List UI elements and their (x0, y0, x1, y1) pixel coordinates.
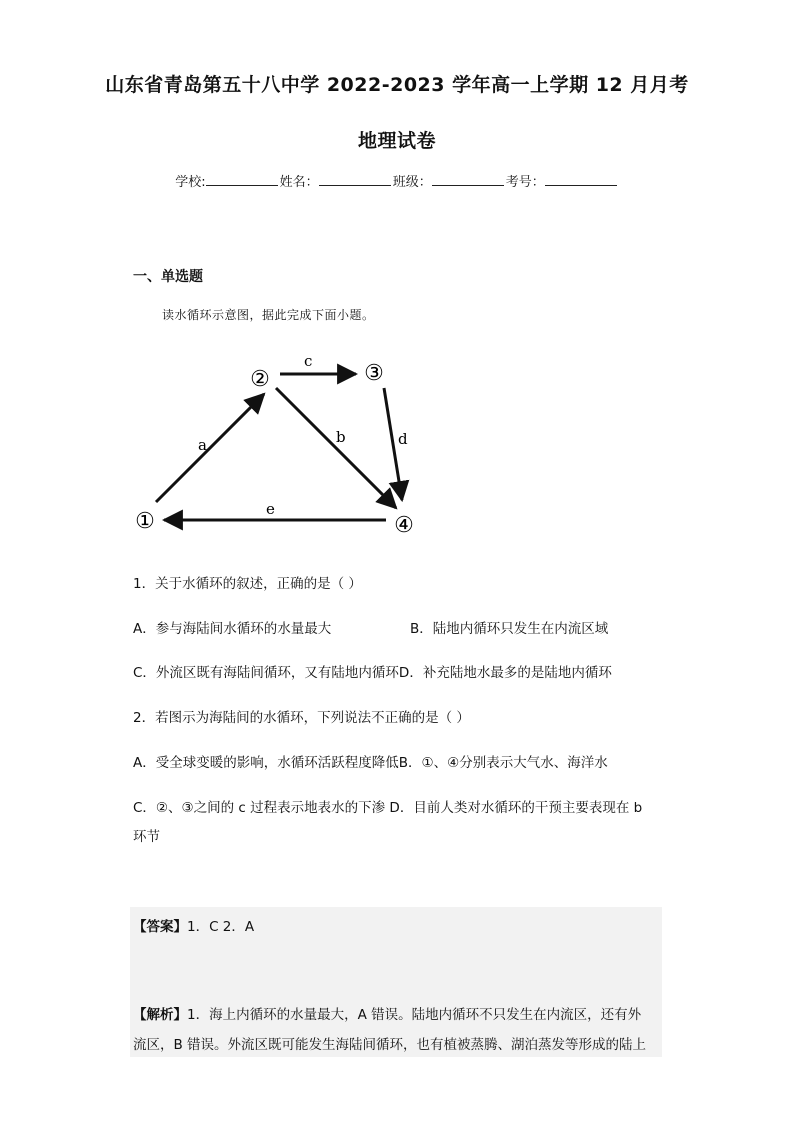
id-field[interactable] (545, 173, 617, 186)
question-intro: 读水循环示意图，据此完成下面小题。 (162, 308, 375, 322)
name-field[interactable] (319, 173, 391, 186)
answer-row (133, 915, 254, 935)
id-label: 考号： (505, 175, 545, 190)
section-title: 一、单选题 (133, 269, 203, 285)
answer-text: 1．C 2．A (187, 919, 255, 935)
name-label: 姓名： (279, 175, 319, 190)
question-2-options-c-d[interactable]: C．②、③之间的 c 过程表示地表水的下渗 D．目前人类对水循环的干预主要表现在 b (133, 800, 643, 816)
arrow-a (156, 394, 264, 502)
analysis-label: 【解析】 (133, 1007, 187, 1023)
class-label: 班级： (392, 175, 432, 190)
water-cycle-diagram (128, 350, 428, 540)
arrow-b (276, 388, 396, 508)
question-2-stem: 2．若图示为海陆间的水循环，下列说法不正确的是（ ） (133, 710, 470, 726)
label-d: d (398, 430, 408, 448)
node-2: ② (250, 367, 270, 392)
label-b: b (336, 428, 346, 446)
answer-label: 【答案】 (133, 919, 187, 935)
analysis-line-1: 1．海上内循环的水量最大，A 错误。陆地内循环不只发生在内流区，还有外 (187, 1007, 642, 1023)
school-label: 学校: (175, 175, 206, 190)
node-1: ① (135, 509, 155, 534)
student-info-row (0, 171, 794, 190)
question-1-option-a[interactable]: A．参与海陆间水循环的水量最大 (133, 621, 332, 637)
question-2-options-a-b[interactable]: A．受全球变暖的影响，水循环活跃程度降低B．①、④分别表示大气水、海洋水 (133, 755, 608, 771)
label-a: a (198, 436, 207, 454)
question-1-option-b[interactable]: B．陆地内循环只发生在内流区域 (410, 621, 609, 637)
label-e: e (266, 500, 275, 518)
class-field[interactable] (432, 173, 504, 186)
analysis-line-2: 流区，B 错误。外流区既可能发生海陆间循环，也有植被蒸腾、湖泊蒸发等形成的陆上 (133, 1037, 647, 1053)
question-2-option-d-cont: 环节 (133, 829, 160, 845)
question-1-stem: 1．关于水循环的叙述，正确的是（ ） (133, 576, 362, 592)
node-3: ③ (364, 361, 384, 386)
node-4: ④ (394, 513, 414, 538)
answer-panel (130, 907, 662, 1057)
question-1-options-c-d[interactable]: C．外流区既有海陆间循环，又有陆地内循环D．补充陆地水最多的是陆地内循环 (133, 665, 612, 681)
exam-title-line1: 山东省青岛第五十八中学 2022-2023 学年高一上学期 12 月月考 (105, 74, 689, 96)
exam-title-line2: 地理试卷 (357, 130, 436, 152)
analysis-row-1 (133, 1003, 641, 1023)
school-field[interactable] (206, 173, 278, 186)
label-c: c (304, 352, 313, 370)
